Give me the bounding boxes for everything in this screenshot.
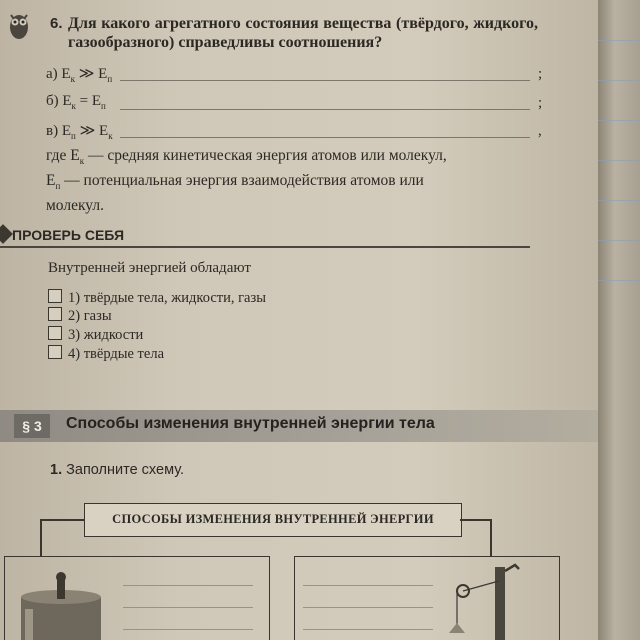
task	[50, 462, 184, 478]
next-page-edge	[598, 0, 640, 640]
scheme-title-box	[84, 503, 462, 537]
pulley-apparatus-illustration	[441, 561, 557, 640]
answer-line[interactable]	[123, 607, 253, 608]
checkbox[interactable]	[48, 289, 62, 303]
option-a: а) $E_к$ ≫ $E_п$	[46, 66, 113, 84]
answer-line[interactable]	[123, 629, 253, 630]
answer-line[interactable]	[123, 585, 253, 586]
option-b: б) $E_к = E_п$	[46, 93, 106, 111]
answer-line[interactable]	[303, 607, 433, 608]
scheme-panel-right	[294, 556, 560, 640]
checkbox[interactable]	[48, 307, 62, 321]
diamond-icon	[0, 224, 13, 244]
checkbox[interactable]	[48, 345, 62, 359]
vessel-illustration	[15, 569, 115, 640]
connector-left-down	[40, 519, 42, 556]
check-yourself-title: ПРОВЕРЬ СЕБЯ	[12, 227, 125, 243]
answer-line-b[interactable]	[120, 109, 530, 110]
task-number: 1.	[50, 462, 63, 478]
section-badge: § 3	[14, 414, 50, 438]
checkbox-item[interactable]: 2) газы	[48, 307, 112, 325]
checkbox-item[interactable]: 3) жидкости	[48, 326, 143, 344]
scheme-title: СПОСОБЫ ИЗМЕНЕНИЯ ВНУТРЕННЕЙ ЭНЕРГИИ	[112, 512, 434, 526]
checkbox[interactable]	[48, 326, 62, 340]
answer-line-a[interactable]	[120, 80, 530, 81]
check-intro: Внутренней энергией обладают	[48, 260, 251, 276]
option-c: в) $E_п$ ≫ $E_к$	[46, 123, 113, 141]
owl-icon	[8, 10, 30, 40]
section-title: Способы изменения внутренней энергии тела	[66, 415, 435, 432]
answer-line[interactable]	[303, 585, 433, 586]
question-number: 6.	[50, 15, 63, 32]
divider	[0, 246, 530, 248]
check-yourself-header	[0, 224, 530, 246]
question-text: Для какого агрегатного состояния вещества (твёрдого, жидкого, газообразного) справедливы соотношения?	[68, 15, 538, 51]
scheme-panel-left	[4, 556, 270, 640]
task-text: Заполните схему.	[66, 462, 185, 478]
checkbox-item[interactable]: 4) твёрдые тела	[48, 345, 164, 363]
option-b-end: ;	[538, 95, 543, 111]
checkbox-item[interactable]: 1) твёрдые тела, жидкости, газы	[48, 289, 266, 307]
answer-line[interactable]	[303, 629, 433, 630]
connector-right-down	[490, 519, 492, 556]
answer-line-c[interactable]	[120, 137, 530, 138]
option-a-end: ;	[538, 66, 543, 82]
option-c-end: ,	[538, 123, 542, 139]
definition-text: где $E_к$ — средняя кинетическая энергия атомов или молекул, $E_п$ — потенциальная энергия взаимодействия атомов или молекул.	[46, 147, 447, 215]
connector-right	[460, 519, 490, 521]
connector-left	[40, 519, 84, 521]
